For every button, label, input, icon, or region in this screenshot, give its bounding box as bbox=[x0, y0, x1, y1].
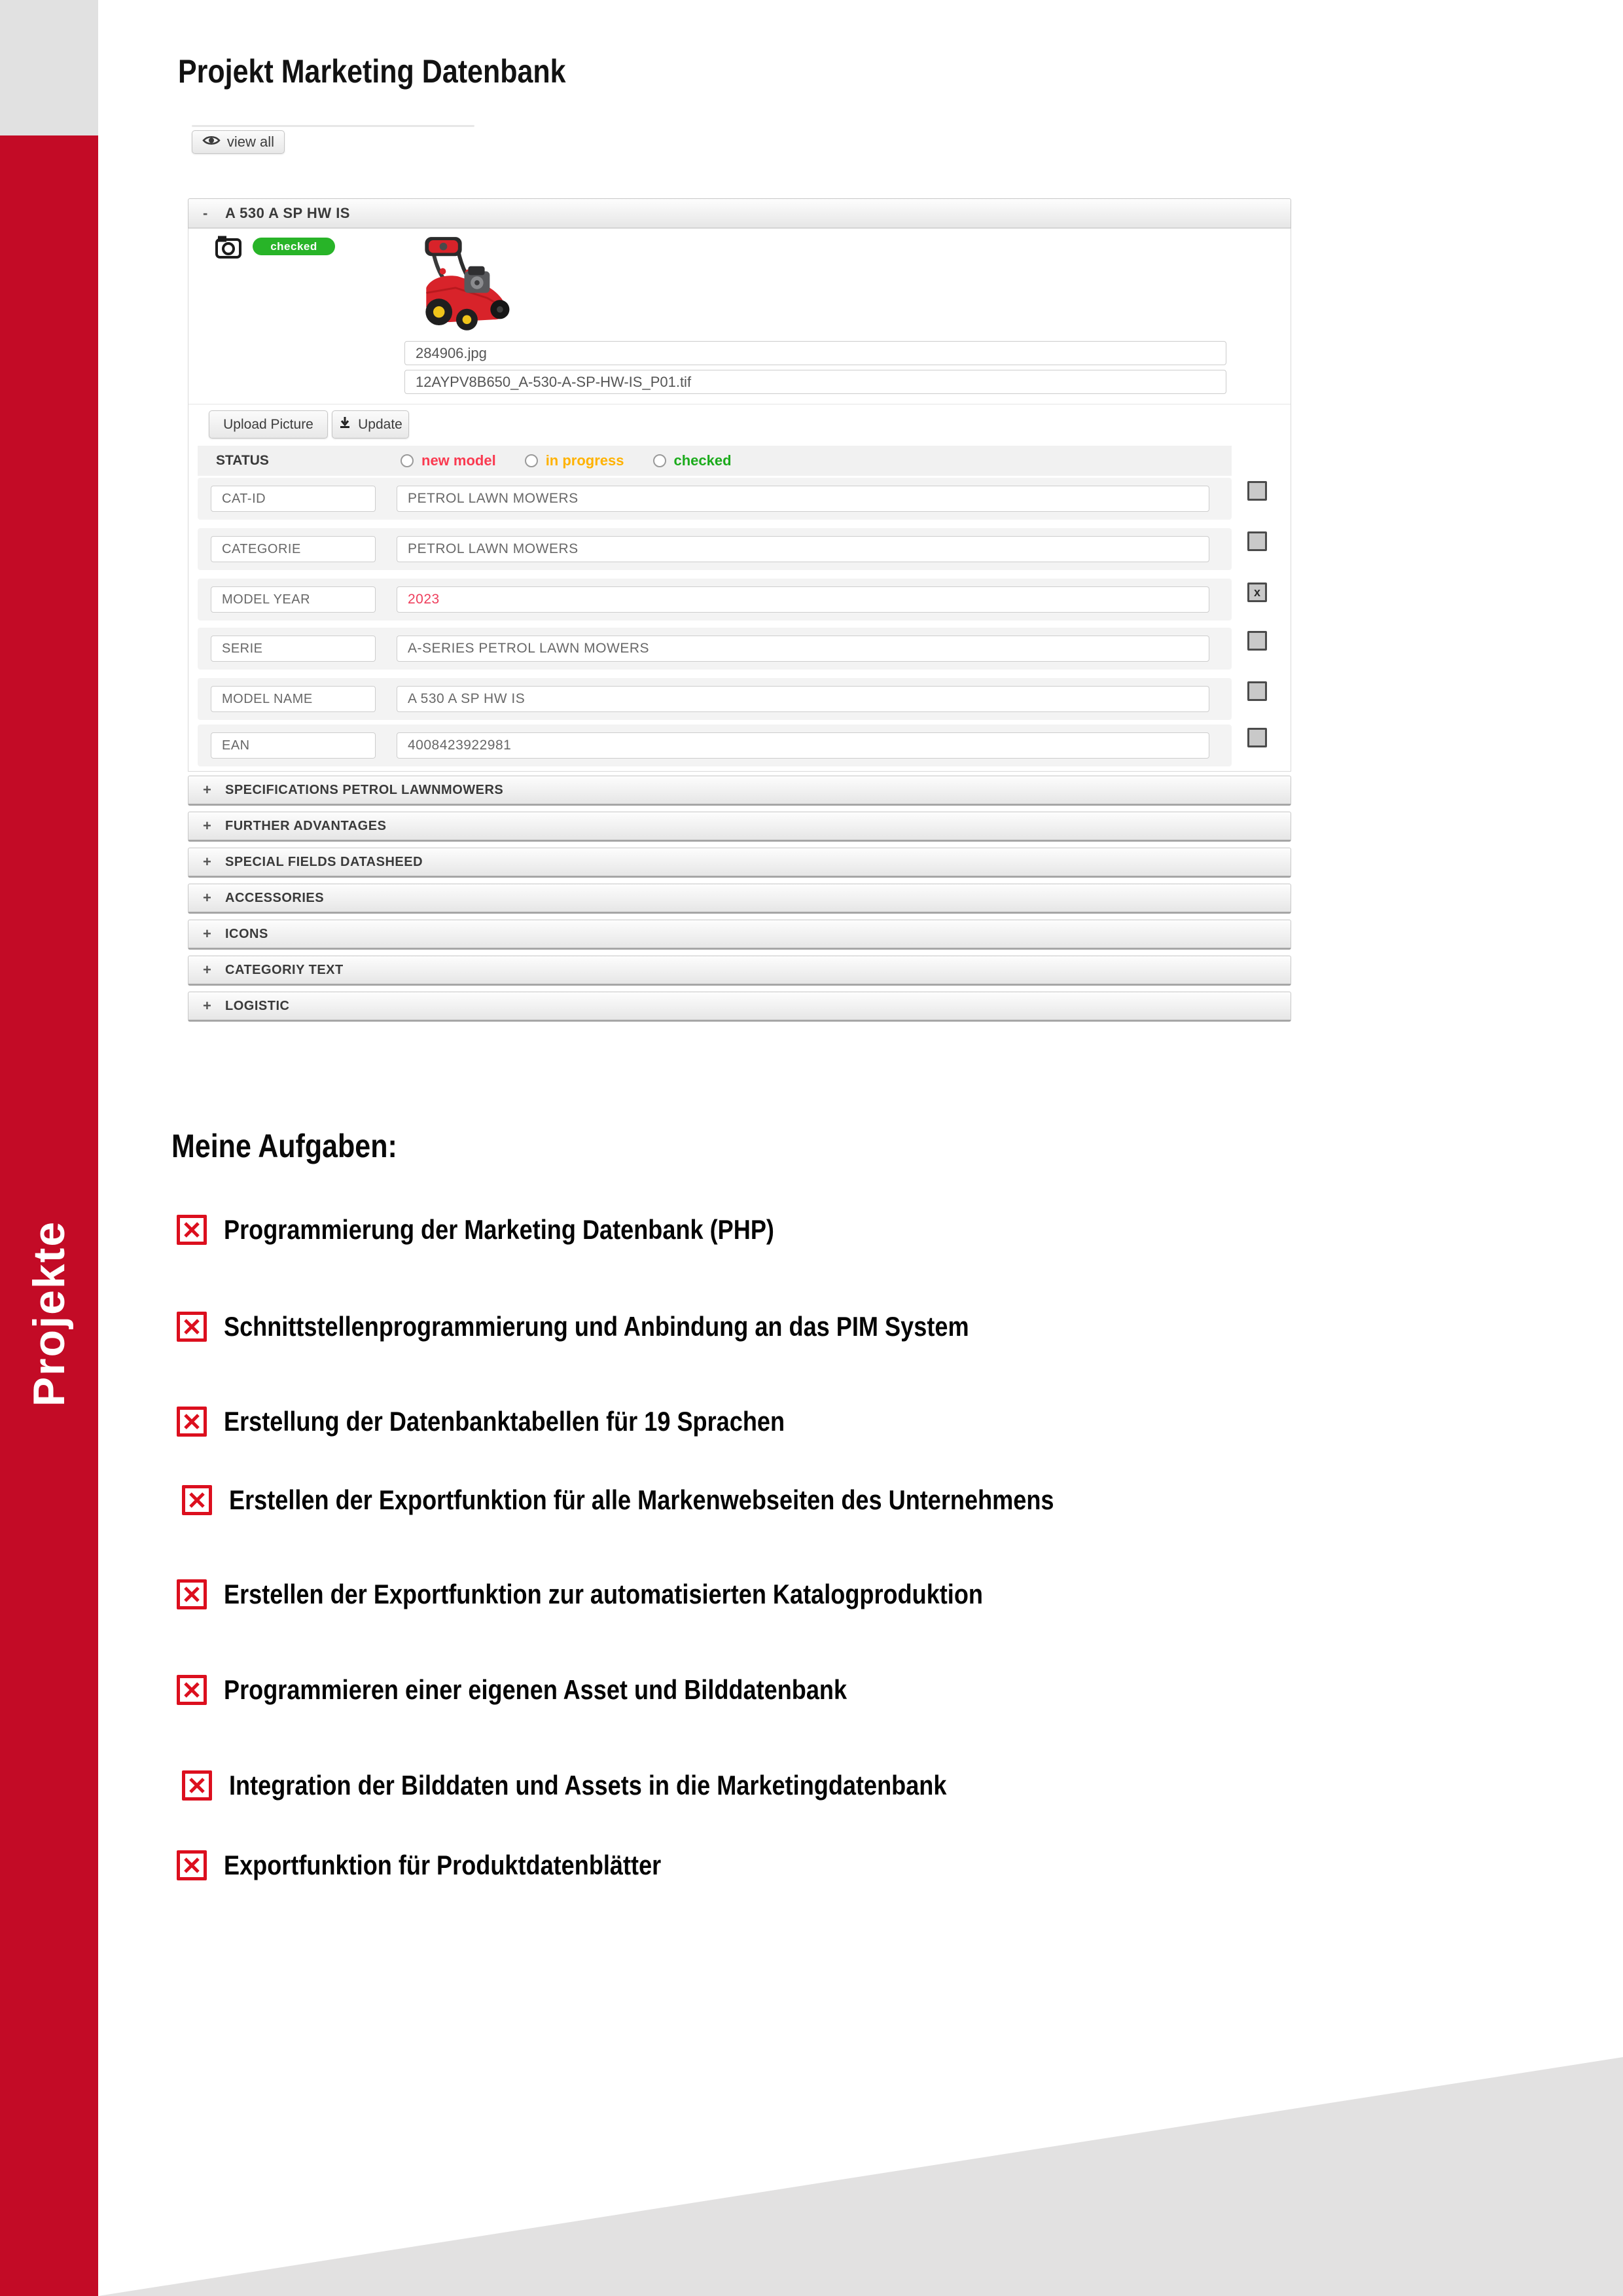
field-value-input[interactable]: A-SERIES PETROL LAWN MOWERS bbox=[397, 636, 1209, 662]
field-label: EAN bbox=[211, 732, 376, 759]
radio-button[interactable] bbox=[653, 454, 666, 467]
expand-icon: + bbox=[203, 961, 211, 978]
status-option-in-progress[interactable]: in progress bbox=[525, 452, 624, 469]
camera-icon bbox=[215, 235, 241, 262]
task-item: Integration der Bilddaten und Assets in die Marketingdatenbank bbox=[182, 1770, 1063, 1801]
page-title: Projekt Marketing Datenbank bbox=[178, 53, 566, 90]
expand-icon: + bbox=[203, 889, 211, 906]
task-item: Erstellung der Datenbanktabellen für 19 Sprachen bbox=[177, 1406, 876, 1437]
task-item: Exportfunktion für Produktdatenblätter bbox=[177, 1850, 732, 1881]
eye-icon bbox=[202, 134, 221, 151]
task-item: Programmierung der Marketing Datenbank (PHP) bbox=[177, 1214, 864, 1246]
accordion-icons[interactable]: + ICONS bbox=[188, 920, 1291, 950]
update-button[interactable]: Update bbox=[332, 410, 409, 439]
field-checkbox[interactable] bbox=[1247, 481, 1267, 501]
expand-icon: + bbox=[203, 817, 211, 834]
field-label: MODEL NAME bbox=[211, 686, 376, 712]
field-row-model-year bbox=[198, 579, 1232, 620]
checked-x-icon bbox=[177, 1579, 207, 1609]
task-item: Schnittstellenprogrammierung und Anbindung an das PIM System bbox=[177, 1311, 1090, 1342]
field-checkbox[interactable] bbox=[1247, 728, 1267, 747]
field-value-input[interactable]: PETROL LAWN MOWERS bbox=[397, 486, 1209, 512]
image-jpg-filename-field[interactable]: 284906.jpg bbox=[404, 341, 1226, 365]
field-row-cat-id bbox=[198, 478, 1232, 520]
expand-icon: + bbox=[203, 997, 211, 1014]
tasks-heading: Meine Aufgaben: bbox=[171, 1128, 397, 1164]
image-tif-filename-field[interactable]: 12AYPV8B650_A-530-A-SP-HW-IS_P01.tif bbox=[404, 370, 1226, 394]
field-value-input[interactable]: 2023 bbox=[397, 586, 1209, 613]
field-label: CAT-ID bbox=[211, 486, 376, 512]
task-item: Erstellen der Exportfunktion zur automatisierten Katalogproduktion bbox=[177, 1579, 1107, 1610]
status-options bbox=[401, 452, 732, 469]
field-checkbox[interactable] bbox=[1247, 681, 1267, 701]
status-label: STATUS bbox=[216, 453, 269, 468]
field-row-categorie bbox=[198, 528, 1232, 570]
task-item: Programmieren einer eigenen Asset und Bilddatenbank bbox=[177, 1674, 948, 1706]
field-row-model-name bbox=[198, 678, 1232, 720]
chapter-sidebar bbox=[0, 135, 98, 2296]
status-row bbox=[198, 446, 1232, 476]
expand-icon: + bbox=[203, 853, 211, 870]
product-image-lawn-mower bbox=[411, 231, 519, 338]
accordion-further-advantages[interactable]: + FURTHER ADVANTAGES bbox=[188, 812, 1291, 842]
accordion-logistic[interactable]: + LOGISTIC bbox=[188, 992, 1291, 1022]
radio-button[interactable] bbox=[525, 454, 538, 467]
field-checkbox[interactable] bbox=[1247, 631, 1267, 651]
status-badge: checked bbox=[253, 238, 335, 255]
product-accordion-title: A 530 A SP HW IS bbox=[225, 205, 350, 221]
view-all-label: view all bbox=[226, 134, 275, 150]
checked-x-icon bbox=[177, 1312, 207, 1342]
collapse-icon: - bbox=[203, 205, 208, 221]
accordion-special-fields[interactable]: + SPECIAL FIELDS DATASHEED bbox=[188, 848, 1291, 878]
accordion-category-text[interactable]: + CATEGORIY TEXT bbox=[188, 956, 1291, 986]
radio-button[interactable] bbox=[401, 454, 414, 467]
checked-x-icon bbox=[182, 1485, 212, 1515]
upload-picture-button[interactable]: Upload Picture bbox=[209, 410, 328, 439]
view-all-button[interactable] bbox=[192, 130, 285, 154]
sidebar-chapter-label: Projekte bbox=[24, 1220, 74, 1407]
checked-x-icon bbox=[177, 1675, 207, 1705]
field-row-ean bbox=[198, 725, 1232, 766]
field-row-serie bbox=[198, 628, 1232, 670]
field-checkbox[interactable]: x bbox=[1247, 583, 1267, 602]
accordion-accessories[interactable]: + ACCESSORIES bbox=[188, 884, 1291, 914]
download-icon bbox=[338, 416, 351, 433]
field-checkbox[interactable] bbox=[1247, 531, 1267, 551]
field-value-input[interactable]: PETROL LAWN MOWERS bbox=[397, 536, 1209, 562]
field-value-input[interactable]: A 530 A SP HW IS bbox=[397, 686, 1209, 712]
checked-x-icon bbox=[182, 1770, 212, 1801]
top-left-gray-block bbox=[0, 0, 98, 135]
field-label: SERIE bbox=[211, 636, 376, 662]
expand-icon: + bbox=[203, 925, 211, 942]
status-option-checked[interactable]: checked bbox=[653, 452, 732, 469]
screenshot-crop-edge bbox=[192, 125, 474, 127]
expand-icon: + bbox=[203, 781, 211, 798]
bottom-diagonal-decoration bbox=[98, 2057, 1623, 2296]
task-item: Erstellen der Exportfunktion für alle Markenwebseiten des Unternehmens bbox=[182, 1484, 1188, 1516]
field-value-input[interactable]: 4008423922981 bbox=[397, 732, 1209, 759]
checked-x-icon bbox=[177, 1407, 207, 1437]
status-option-new-model[interactable]: new model bbox=[401, 452, 496, 469]
checked-x-icon bbox=[177, 1215, 207, 1245]
product-accordion-header[interactable] bbox=[188, 198, 1291, 228]
field-label: MODEL YEAR bbox=[211, 586, 376, 613]
field-label: CATEGORIE bbox=[211, 536, 376, 562]
checked-x-icon bbox=[177, 1850, 207, 1880]
product-detail-section bbox=[188, 228, 1291, 772]
marketing-database-screenshot bbox=[188, 198, 1293, 1023]
accordion-specifications[interactable]: + SPECIFICATIONS PETROL LAWNMOWERS bbox=[188, 776, 1291, 806]
